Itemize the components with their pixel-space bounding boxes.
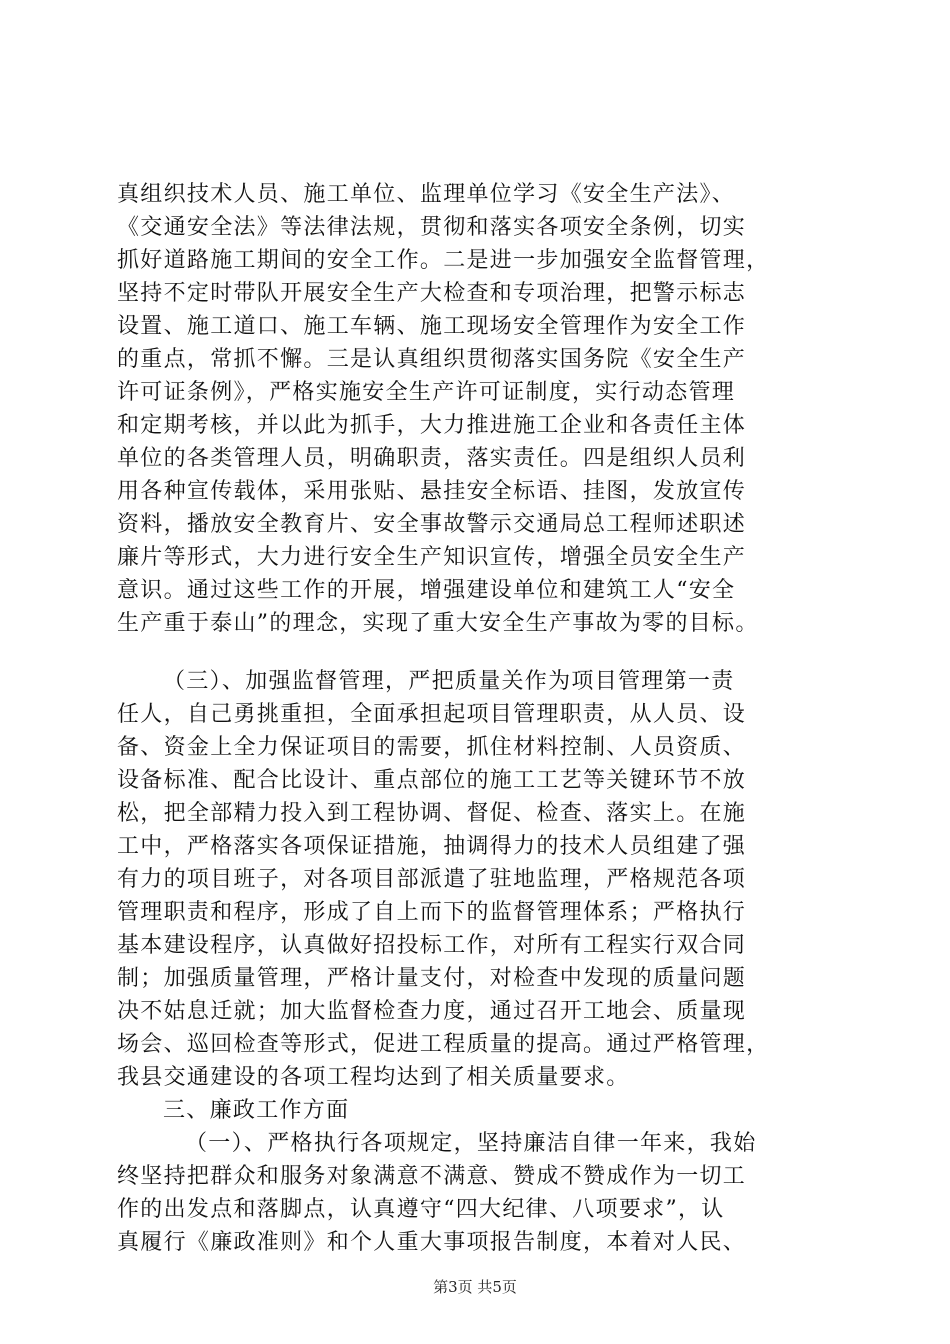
text-line: 工中，严格落实各项保证措施，抽调得力的技术人员组建了强 bbox=[117, 834, 747, 859]
text-line: 制；加强质量管理，严格计量支付，对检查中发现的质量问题 bbox=[117, 966, 747, 991]
text-line: 有力的项目班子，对各项目部派遣了驻地监理，严格规范各项 bbox=[117, 867, 747, 892]
text-line: （三）、加强监督管理，严把质量关作为项目管理第一责 bbox=[163, 669, 735, 694]
text-line: 基本建设程序，认真做好招投标工作，对所有工程实行双合同 bbox=[117, 933, 747, 958]
text-line: 和定期考核，并以此为抓手，大力推进施工企业和各责任主体 bbox=[117, 413, 747, 438]
text-line: 真组织技术人员、施工单位、监理单位学习《安全生产法》、 bbox=[117, 182, 736, 207]
section-heading-integrity: 三、廉政工作方面 bbox=[163, 1098, 350, 1123]
text-line: 意识。通过这些工作的开展，增强建设单位和建筑工人“安全 bbox=[117, 578, 736, 603]
text-line: 的重点，常抓不懈。三是认真组织贯彻落实国务院《安全生产 bbox=[117, 347, 747, 372]
text-line: 用各种宣传载体，采用张贴、悬挂安全标语、挂图，发放宣传 bbox=[117, 479, 747, 504]
text-line: 《交通安全法》等法律法规，贯彻和落实各项安全条例，切实 bbox=[117, 215, 747, 240]
text-line: 单位的各类管理人员，明确职责，落实责任。四是组织人员利 bbox=[117, 446, 747, 471]
text-line: 备、资金上全力保证项目的需要，抓住材料控制、人员资质、 bbox=[117, 735, 747, 760]
text-line: 场会、巡回检查等形式，促进工程质量的提高。通过严格管理， bbox=[117, 1032, 770, 1057]
text-line: 作的出发点和落脚点，认真遵守“四大纪律、八项要求”，认 bbox=[117, 1197, 725, 1222]
text-line: （一）、严格执行各项规定，坚持廉洁自律一年来，我始 bbox=[185, 1131, 757, 1156]
text-line: 资料，播放安全教育片、安全事故警示交通局总工程师述职述 bbox=[117, 512, 747, 537]
text-line: 真履行《廉政准则》和个人重大事项报告制度，本着对人民、 bbox=[117, 1230, 747, 1255]
text-line: 抓好道路施工期间的安全工作。二是进一步加强安全监督管理， bbox=[117, 248, 770, 273]
text-line: 设置、施工道口、施工车辆、施工现场安全管理作为安全工作 bbox=[117, 314, 747, 339]
text-line: 决不姑息迁就；加大监督检查力度，通过召开工地会、质量现 bbox=[117, 999, 747, 1024]
text-line: 生产重于泰山”的理念，实现了重大安全生产事故为零的目标。 bbox=[117, 611, 759, 636]
text-line: 设备标准、配合比设计、重点部位的施工工艺等关键环节不放 bbox=[117, 768, 747, 793]
text-line: 坚持不定时带队开展安全生产大检查和专项治理，把警示标志 bbox=[117, 281, 747, 306]
text-line: 松，把全部精力投入到工程协调、督促、检查、落实上。在施 bbox=[117, 801, 747, 826]
text-line: 任人，自己勇挑重担，全面承担起项目管理职责，从人员、设 bbox=[117, 702, 747, 727]
text-line: 管理职责和程序，形成了自上而下的监督管理体系；严格执行 bbox=[117, 900, 747, 925]
page-footer: 第3页 共5页 bbox=[433, 1278, 517, 1296]
text-line: 廉片等形式，大力进行安全生产知识宣传，增强全员安全生产 bbox=[117, 545, 747, 570]
text-line: 终坚持把群众和服务对象满意不满意、赞成不赞成作为一切工 bbox=[117, 1164, 747, 1189]
text-line: 我县交通建设的各项工程均达到了相关质量要求。 bbox=[117, 1065, 630, 1090]
text-line: 许可证条例》，严格实施安全生产许可证制度，实行动态管理 bbox=[117, 380, 736, 405]
